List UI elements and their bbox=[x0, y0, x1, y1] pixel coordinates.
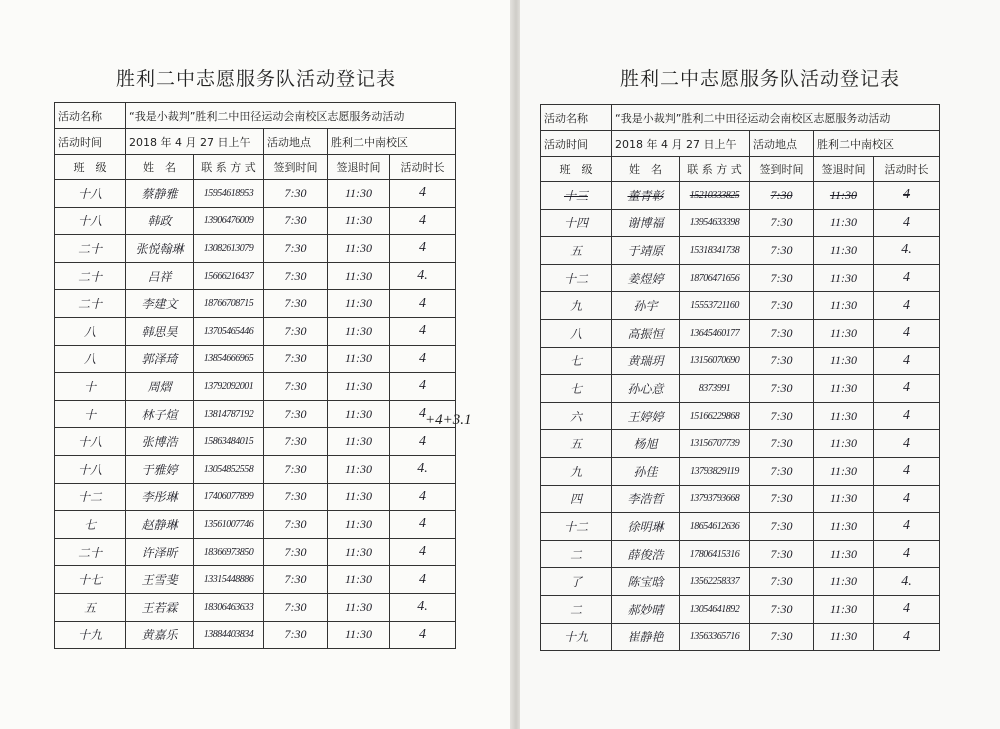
table-row bbox=[541, 264, 940, 292]
class-cell: 五 bbox=[541, 237, 612, 265]
checkin-cell: 7:30 bbox=[750, 182, 814, 210]
class-cell: 十九 bbox=[541, 623, 612, 651]
phone-cell: 13793793668 bbox=[680, 485, 750, 513]
table-row bbox=[55, 180, 456, 208]
checkin-cell: 7:30 bbox=[264, 428, 328, 456]
duration-cell: 4 bbox=[874, 347, 940, 375]
duration-cell: 4 bbox=[874, 402, 940, 430]
phone-cell: 18706471656 bbox=[680, 264, 750, 292]
class-cell: 十二 bbox=[541, 264, 612, 292]
duration-cell: 4. bbox=[390, 593, 456, 621]
name-cell: 谢博福 bbox=[612, 209, 680, 237]
class-cell: 十 bbox=[55, 400, 126, 428]
phone-cell: 18766708715 bbox=[194, 290, 264, 318]
class-cell: 十八 bbox=[55, 207, 126, 235]
class-cell: 十二 bbox=[541, 513, 612, 541]
class-cell: 八 bbox=[541, 319, 612, 347]
duration-cell: 4 bbox=[874, 209, 940, 237]
class-cell: 十三 bbox=[541, 182, 612, 210]
duration-cell: 4. bbox=[390, 262, 456, 290]
duration-cell: 4 bbox=[874, 623, 940, 651]
col-class: 班 级 bbox=[55, 155, 126, 180]
checkout-cell: 11:30 bbox=[814, 540, 874, 568]
checkout-cell: 11:30 bbox=[328, 180, 390, 208]
duration-cell: 4 bbox=[390, 317, 456, 345]
checkout-cell: 11:30 bbox=[328, 317, 390, 345]
col-class: 班 级 bbox=[541, 157, 612, 182]
checkin-cell: 7:30 bbox=[750, 292, 814, 320]
checkin-cell: 7:30 bbox=[750, 513, 814, 541]
phone-cell: 13645460177 bbox=[680, 319, 750, 347]
checkin-cell: 7:30 bbox=[264, 373, 328, 401]
table-row bbox=[541, 237, 940, 265]
table-row bbox=[541, 430, 940, 458]
activity-name: “我是小裁判”胜利二中田径运动会南校区志愿服务动活动 bbox=[612, 105, 940, 131]
checkout-cell: 11:30 bbox=[328, 593, 390, 621]
phone-cell: 15553721160 bbox=[680, 292, 750, 320]
checkout-cell: 11:30 bbox=[814, 375, 874, 403]
name-cell: 陈宝晗 bbox=[612, 568, 680, 596]
phone-cell: 15318341738 bbox=[680, 237, 750, 265]
duration-cell: 4 bbox=[390, 621, 456, 649]
phone-cell: 15666216437 bbox=[194, 262, 264, 290]
name-cell: 董青彰 bbox=[612, 182, 680, 210]
col-checkout: 签退时间 bbox=[814, 157, 874, 182]
checkout-cell: 11:30 bbox=[328, 373, 390, 401]
checkin-cell: 7:30 bbox=[264, 262, 328, 290]
table-row bbox=[541, 485, 940, 513]
class-cell: 二十 bbox=[55, 290, 126, 318]
class-cell: 十八 bbox=[55, 455, 126, 483]
name-cell: 郭泽琦 bbox=[126, 345, 194, 373]
duration-cell: 4 bbox=[874, 457, 940, 485]
checkout-cell: 11:30 bbox=[328, 262, 390, 290]
duration-cell: 4 bbox=[390, 400, 456, 428]
checkout-cell: 11:30 bbox=[814, 485, 874, 513]
phone-cell: 18366973850 bbox=[194, 538, 264, 566]
class-cell: 二十 bbox=[55, 262, 126, 290]
checkin-cell: 7:30 bbox=[264, 593, 328, 621]
table-row bbox=[541, 623, 940, 651]
name-cell: 韩思昊 bbox=[126, 317, 194, 345]
checkin-cell: 7:30 bbox=[750, 264, 814, 292]
activity-name-label: 活动名称 bbox=[55, 103, 126, 129]
duration-cell: 4. bbox=[874, 237, 940, 265]
class-cell: 七 bbox=[55, 511, 126, 539]
checkout-cell: 11:30 bbox=[328, 235, 390, 263]
duration-cell: 4 bbox=[390, 207, 456, 235]
col-phone: 联 系 方 式 bbox=[680, 157, 750, 182]
activity-name: “我是小裁判”胜利二中田径运动会南校区志愿服务动活动 bbox=[126, 103, 456, 129]
checkin-cell: 7:30 bbox=[750, 457, 814, 485]
table-row bbox=[55, 511, 456, 539]
checkin-cell: 7:30 bbox=[750, 347, 814, 375]
checkout-cell: 11:30 bbox=[814, 623, 874, 651]
left-sheet-title: 胜利二中志愿服务队活动登记表 bbox=[115, 68, 396, 90]
table-row bbox=[55, 400, 456, 428]
table-row bbox=[541, 292, 940, 320]
col-name: 姓 名 bbox=[126, 155, 194, 180]
checkout-cell: 11:30 bbox=[328, 566, 390, 594]
phone-cell: 13705465446 bbox=[194, 317, 264, 345]
margin-note: +4+3.1 bbox=[425, 412, 472, 428]
checkout-cell: 11:30 bbox=[814, 237, 874, 265]
class-cell: 六 bbox=[541, 402, 612, 430]
class-cell: 十八 bbox=[55, 180, 126, 208]
phone-cell: 15166229868 bbox=[680, 402, 750, 430]
name-cell: 郝妙晴 bbox=[612, 595, 680, 623]
phone-cell: 17406077899 bbox=[194, 483, 264, 511]
activity-name-label: 活动名称 bbox=[541, 105, 612, 131]
checkout-cell: 11:30 bbox=[328, 511, 390, 539]
checkout-cell: 11:30 bbox=[814, 264, 874, 292]
phone-cell: 15954618953 bbox=[194, 180, 264, 208]
checkout-cell: 11:30 bbox=[814, 319, 874, 347]
checkin-cell: 7:30 bbox=[264, 345, 328, 373]
duration-cell: 4. bbox=[390, 455, 456, 483]
class-cell: 十四 bbox=[541, 209, 612, 237]
phone-cell: 13792092001 bbox=[194, 373, 264, 401]
phone-cell: 13054852558 bbox=[194, 455, 264, 483]
checkin-cell: 7:30 bbox=[750, 237, 814, 265]
checkin-cell: 7:30 bbox=[750, 540, 814, 568]
duration-cell: 4 bbox=[390, 235, 456, 263]
activity-time: 2018 年 4 月 27 日上午 bbox=[612, 131, 750, 157]
location: 胜利二中南校区 bbox=[328, 129, 456, 155]
col-name: 姓 名 bbox=[612, 157, 680, 182]
phone-cell: 18654612636 bbox=[680, 513, 750, 541]
checkout-cell: 11:30 bbox=[328, 455, 390, 483]
checkout-cell: 11:30 bbox=[814, 595, 874, 623]
checkout-cell: 11:30 bbox=[328, 400, 390, 428]
duration-cell: 4 bbox=[874, 430, 940, 458]
activity-time-label: 活动时间 bbox=[541, 131, 612, 157]
phone-cell: 13884403834 bbox=[194, 621, 264, 649]
table-row bbox=[541, 319, 940, 347]
table-row bbox=[55, 455, 456, 483]
name-cell: 杨旭 bbox=[612, 430, 680, 458]
table-row bbox=[541, 375, 940, 403]
name-cell: 孙心意 bbox=[612, 375, 680, 403]
name-cell: 吕祥 bbox=[126, 262, 194, 290]
activity-time: 2018 年 4 月 27 日上午 bbox=[126, 129, 264, 155]
name-cell: 赵静琳 bbox=[126, 511, 194, 539]
class-cell: 了 bbox=[541, 568, 612, 596]
name-cell: 于靖原 bbox=[612, 237, 680, 265]
class-cell: 八 bbox=[55, 317, 126, 345]
checkin-cell: 7:30 bbox=[750, 402, 814, 430]
duration-cell: 4 bbox=[874, 595, 940, 623]
table-row bbox=[541, 568, 940, 596]
class-cell: 二 bbox=[541, 595, 612, 623]
phone-cell: 13156707739 bbox=[680, 430, 750, 458]
phone-cell: 13054641892 bbox=[680, 595, 750, 623]
checkin-cell: 7:30 bbox=[264, 207, 328, 235]
checkin-cell: 7:30 bbox=[264, 317, 328, 345]
duration-cell: 4 bbox=[874, 264, 940, 292]
name-cell: 李建文 bbox=[126, 290, 194, 318]
phone-cell: 13562258337 bbox=[680, 568, 750, 596]
col-checkout: 签退时间 bbox=[328, 155, 390, 180]
name-cell: 王若霖 bbox=[126, 593, 194, 621]
class-cell: 二 bbox=[541, 540, 612, 568]
checkout-cell: 11:30 bbox=[814, 292, 874, 320]
checkin-cell: 7:30 bbox=[750, 485, 814, 513]
name-cell: 崔静艳 bbox=[612, 623, 680, 651]
table-row bbox=[55, 317, 456, 345]
checkout-cell: 11:30 bbox=[814, 430, 874, 458]
table-row bbox=[541, 182, 940, 210]
name-cell: 孙佳 bbox=[612, 457, 680, 485]
right-table-body bbox=[541, 182, 940, 651]
table-row bbox=[541, 595, 940, 623]
checkin-cell: 7:30 bbox=[750, 430, 814, 458]
checkout-cell: 11:30 bbox=[814, 457, 874, 485]
class-cell: 九 bbox=[541, 292, 612, 320]
name-cell: 周熠 bbox=[126, 373, 194, 401]
checkout-cell: 11:30 bbox=[814, 209, 874, 237]
duration-cell: 4 bbox=[390, 428, 456, 456]
checkin-cell: 7:30 bbox=[750, 375, 814, 403]
checkout-cell: 11:30 bbox=[814, 182, 874, 210]
duration-cell: 4 bbox=[874, 513, 940, 541]
checkin-cell: 7:30 bbox=[264, 400, 328, 428]
table-row bbox=[55, 235, 456, 263]
table-row bbox=[541, 457, 940, 485]
duration-cell: 4 bbox=[390, 538, 456, 566]
checkout-cell: 11:30 bbox=[814, 513, 874, 541]
class-cell: 四 bbox=[541, 485, 612, 513]
table-row bbox=[55, 345, 456, 373]
col-checkin: 签到时间 bbox=[750, 157, 814, 182]
name-cell: 徐明琳 bbox=[612, 513, 680, 541]
name-cell: 孙宇 bbox=[612, 292, 680, 320]
duration-cell: 4 bbox=[874, 292, 940, 320]
class-cell: 十 bbox=[55, 373, 126, 401]
table-row bbox=[541, 540, 940, 568]
class-cell: 十八 bbox=[55, 428, 126, 456]
checkout-cell: 11:30 bbox=[328, 428, 390, 456]
table-row bbox=[55, 290, 456, 318]
checkin-cell: 7:30 bbox=[264, 566, 328, 594]
name-cell: 许泽昕 bbox=[126, 538, 194, 566]
class-cell: 十七 bbox=[55, 566, 126, 594]
checkout-cell: 11:30 bbox=[328, 483, 390, 511]
name-cell: 黄瑞玥 bbox=[612, 347, 680, 375]
col-checkin: 签到时间 bbox=[264, 155, 328, 180]
table-row bbox=[541, 347, 940, 375]
class-cell: 二十 bbox=[55, 538, 126, 566]
phone-cell: 13561007746 bbox=[194, 511, 264, 539]
duration-cell: 4 bbox=[874, 375, 940, 403]
location: 胜利二中南校区 bbox=[814, 131, 940, 157]
name-cell: 张博浩 bbox=[126, 428, 194, 456]
table-row bbox=[55, 621, 456, 649]
phone-cell: 13156070690 bbox=[680, 347, 750, 375]
name-cell: 高振恒 bbox=[612, 319, 680, 347]
class-cell: 八 bbox=[55, 345, 126, 373]
col-duration: 活动时长 bbox=[874, 157, 940, 182]
checkin-cell: 7:30 bbox=[750, 623, 814, 651]
class-cell: 五 bbox=[541, 430, 612, 458]
left-table-body bbox=[55, 180, 456, 649]
column-header-row bbox=[541, 157, 940, 182]
name-cell: 黄嘉乐 bbox=[126, 621, 194, 649]
duration-cell: 4 bbox=[390, 483, 456, 511]
checkout-cell: 11:30 bbox=[814, 568, 874, 596]
right-sheet-title: 胜利二中志愿服务队活动登记表 bbox=[619, 68, 900, 90]
class-cell: 七 bbox=[541, 347, 612, 375]
duration-cell: 4 bbox=[874, 485, 940, 513]
table-row bbox=[55, 373, 456, 401]
duration-cell: 4 bbox=[874, 540, 940, 568]
checkin-cell: 7:30 bbox=[264, 235, 328, 263]
duration-cell: 4 bbox=[390, 566, 456, 594]
col-duration: 活动时长 bbox=[390, 155, 456, 180]
phone-cell: 13793829119 bbox=[680, 457, 750, 485]
table-row bbox=[541, 209, 940, 237]
checkout-cell: 11:30 bbox=[814, 347, 874, 375]
location-label: 活动地点 bbox=[750, 131, 814, 157]
checkin-cell: 7:30 bbox=[750, 209, 814, 237]
table-row bbox=[55, 483, 456, 511]
duration-cell: 4 bbox=[874, 319, 940, 347]
name-cell: 林子煊 bbox=[126, 400, 194, 428]
phone-cell: 15863484015 bbox=[194, 428, 264, 456]
name-cell: 姜煜婷 bbox=[612, 264, 680, 292]
duration-cell: 4. bbox=[874, 568, 940, 596]
checkin-cell: 7:30 bbox=[264, 483, 328, 511]
table-row bbox=[55, 538, 456, 566]
checkin-cell: 7:30 bbox=[264, 511, 328, 539]
name-cell: 于雅婷 bbox=[126, 455, 194, 483]
name-cell: 韩政 bbox=[126, 207, 194, 235]
checkout-cell: 11:30 bbox=[328, 621, 390, 649]
duration-cell: 4 bbox=[390, 345, 456, 373]
left-register-table bbox=[54, 102, 456, 649]
name-cell: 张悦翰琳 bbox=[126, 235, 194, 263]
table-row bbox=[541, 513, 940, 541]
name-cell: 王婷婷 bbox=[612, 402, 680, 430]
phone-cell: 15210333825 bbox=[680, 182, 750, 210]
checkin-cell: 7:30 bbox=[750, 595, 814, 623]
name-cell: 李彤琳 bbox=[126, 483, 194, 511]
checkout-cell: 11:30 bbox=[328, 207, 390, 235]
checkout-cell: 11:30 bbox=[328, 345, 390, 373]
duration-cell: 4 bbox=[390, 290, 456, 318]
name-cell: 薛俊浩 bbox=[612, 540, 680, 568]
duration-cell: 4 bbox=[390, 373, 456, 401]
class-cell: 九 bbox=[541, 457, 612, 485]
duration-cell: 4 bbox=[874, 182, 940, 210]
checkin-cell: 7:30 bbox=[264, 290, 328, 318]
duration-cell: 4 bbox=[390, 180, 456, 208]
class-cell: 七 bbox=[541, 375, 612, 403]
class-cell: 十九 bbox=[55, 621, 126, 649]
duration-cell: 4 bbox=[390, 511, 456, 539]
class-cell: 十二 bbox=[55, 483, 126, 511]
phone-cell: 18306463633 bbox=[194, 593, 264, 621]
checkin-cell: 7:30 bbox=[264, 180, 328, 208]
right-register-table bbox=[540, 104, 940, 651]
table-row bbox=[55, 428, 456, 456]
name-cell: 王雪斐 bbox=[126, 566, 194, 594]
table-row bbox=[55, 566, 456, 594]
class-cell: 五 bbox=[55, 593, 126, 621]
name-cell: 李浩哲 bbox=[612, 485, 680, 513]
col-phone: 联 系 方 式 bbox=[194, 155, 264, 180]
checkin-cell: 7:30 bbox=[750, 319, 814, 347]
phone-cell: 13563365716 bbox=[680, 623, 750, 651]
phone-cell: 13854666965 bbox=[194, 345, 264, 373]
phone-cell: 13082613079 bbox=[194, 235, 264, 263]
location-label: 活动地点 bbox=[264, 129, 328, 155]
phone-cell: 13315448886 bbox=[194, 566, 264, 594]
phone-cell: 8373991 bbox=[680, 375, 750, 403]
checkin-cell: 7:30 bbox=[264, 538, 328, 566]
phone-cell: 13814787192 bbox=[194, 400, 264, 428]
column-header-row bbox=[55, 155, 456, 180]
checkout-cell: 11:30 bbox=[814, 402, 874, 430]
table-row bbox=[541, 402, 940, 430]
phone-cell: 13954633398 bbox=[680, 209, 750, 237]
checkin-cell: 7:30 bbox=[750, 568, 814, 596]
table-row bbox=[55, 593, 456, 621]
activity-time-label: 活动时间 bbox=[55, 129, 126, 155]
table-row bbox=[55, 262, 456, 290]
checkin-cell: 7:30 bbox=[264, 455, 328, 483]
table-row bbox=[55, 207, 456, 235]
checkout-cell: 11:30 bbox=[328, 290, 390, 318]
class-cell: 二十 bbox=[55, 235, 126, 263]
checkout-cell: 11:30 bbox=[328, 538, 390, 566]
name-cell: 蔡静雅 bbox=[126, 180, 194, 208]
phone-cell: 17806415316 bbox=[680, 540, 750, 568]
checkin-cell: 7:30 bbox=[264, 621, 328, 649]
phone-cell: 13906476009 bbox=[194, 207, 264, 235]
